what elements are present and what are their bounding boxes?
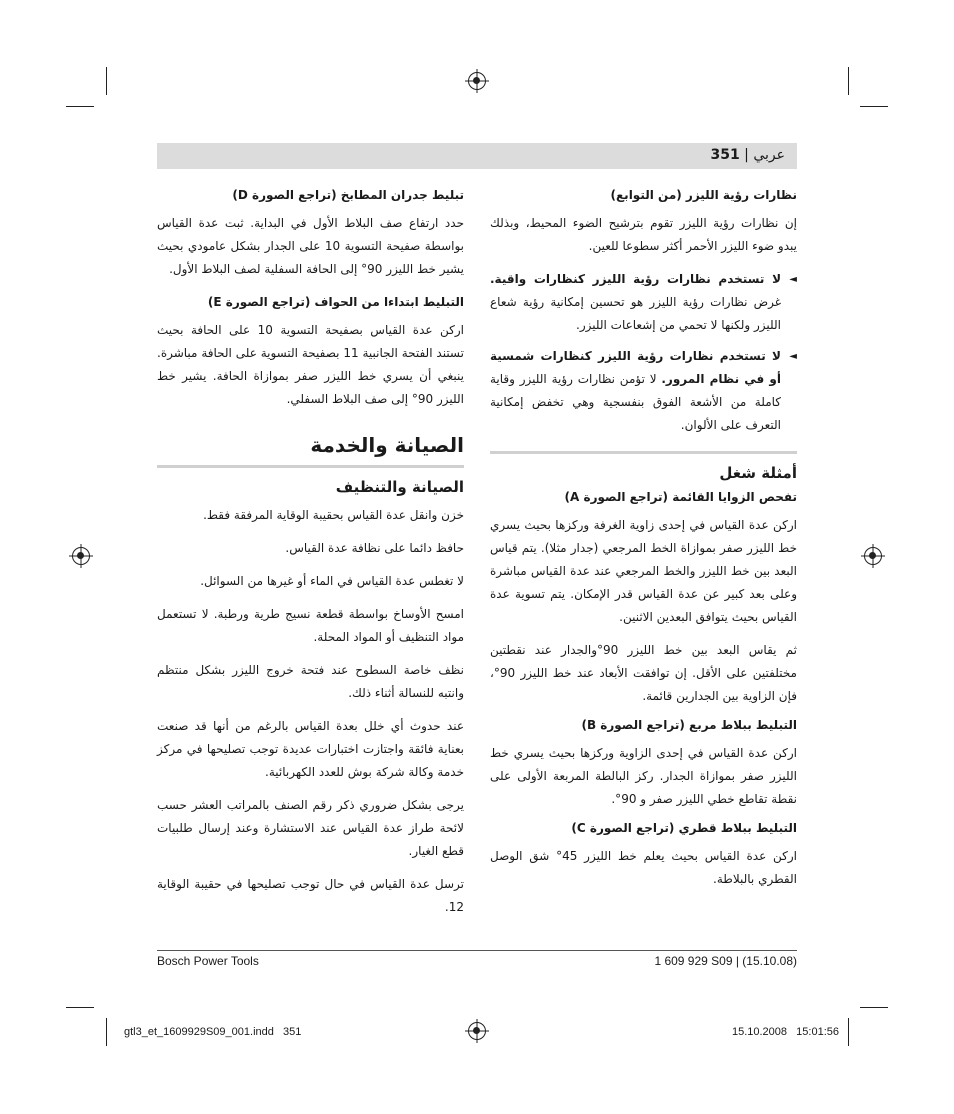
crop-mark xyxy=(106,1018,107,1046)
cleaning-text: نظف خاصة السطوح عند فتحة خروج الليزر بشكل منتظم وانتبه للنسالة أثناء ذلك. xyxy=(157,663,464,700)
cleaning-text: لا تغطس عدة القياس في الماء أو غيرها من السوائل. xyxy=(200,574,464,588)
bullet-bold: لا تستخدم نظارات رؤية الليزر كنظارات شمسية أو في نظام المرور. xyxy=(490,349,781,386)
section-divider xyxy=(490,451,797,454)
section-e-heading: التبليط ابتداءا من الحواف (تراجع الصورة E) xyxy=(207,295,464,309)
header-text xyxy=(710,147,785,163)
bullet-text: غرض نظارات رؤية الليزر هو تحسين إمكانية رؤية شعاع الليزر ولكنها لا تحمي من إشعاعات الليزر. xyxy=(490,295,781,332)
examples-heading: أمثلة شغل xyxy=(719,464,797,482)
bullet-bold: لا تستخدم نظارات رؤية الليزر كنظارات واقية. xyxy=(490,272,781,286)
cleaning-text: امسح الأوساخ بواسطة قطعة نسيج طرية ورطبة. لا تستعمل مواد التنظيف أو المواد المحلة. xyxy=(157,607,464,644)
registration-mark-icon xyxy=(468,1022,486,1040)
header-language: عربي xyxy=(753,147,785,163)
slug-datetime: 15.10.2008 15:01:56 xyxy=(731,1026,839,1038)
section-c-heading: التبليط ببلاط قطري (تراجع الصورة C) xyxy=(571,821,797,835)
bullet-item xyxy=(490,345,797,437)
section-e-text: اركن عدة القياس بصفيحة التسوية 10 على الحافة بحيث تستند الفتحة الجانبية 11 بصفيحة التسوية على الحافة مباشرة. ينبغي أن يسري خط الليزر صفر بموازاة الحافة. يشير خط الليزر 90° إلى صف البلاط السفلي. xyxy=(157,323,464,406)
section-c-text: اركن عدة القياس بحيث يعلم خط الليزر 45° شق الوصل القطري بالبلاطة. xyxy=(490,849,797,886)
crop-mark xyxy=(106,67,107,95)
bullet-arrow-icon: ◄ xyxy=(789,274,797,285)
section-b-heading: التبليط ببلاط مربع (تراجع الصورة B) xyxy=(581,718,797,732)
footer-doc-number: 1 609 929 S09 | (15.10.08) xyxy=(654,954,797,968)
crop-mark xyxy=(848,67,849,95)
crop-mark xyxy=(66,106,94,107)
section-a-text: اركن عدة القياس في إحدى زاوية الغرفة وركزها بحيث يسري خط الليزر صفر بموازاة الخط المرجعي (جدار مثلا). يتم قياس البعد بين خط الليزر والخط المرجعي عند عدة القياس مباشرة وعلى بعد كبير عن عدة القياس قدر الإمكان. يتم تسوية عدة القياس بحيث يتوافق البعدين الاثنين. xyxy=(490,518,797,624)
cleaning-heading: الصيانة والتنظيف xyxy=(335,478,464,496)
crop-mark xyxy=(66,1007,94,1008)
section-a-heading: تفحص الزوايا القائمة (تراجع الصورة A) xyxy=(564,490,797,504)
bullet-arrow-icon: ◄ xyxy=(789,351,797,362)
slug-filename: gtl3_et_1609929S09_001.indd 351 xyxy=(124,1026,302,1038)
page-header xyxy=(157,143,797,169)
cleaning-text: عند حدوث أي خلل بعدة القياس بالرغم من أنها قد صنعت بعناية فائقة واجتازت اختبارات عديدة توجب تصليحها في مركز خدمة وكالة شركة بوش للعدد الكهربائية. xyxy=(157,719,464,779)
goggles-heading: نظارات رؤية الليزر (من التوابع) xyxy=(610,188,797,202)
section-d-text: حدد ارتفاع صف البلاط الأول في البداية. ثبت عدة القياس بواسطة صفيحة التسوية 10 على الجدار بشكل عامودي بحيث يشير خط الليزر 90° إلى الحافة السفلية لصف البلاط الأول. xyxy=(157,216,464,276)
header-separator: | xyxy=(739,147,749,163)
crop-mark xyxy=(860,1007,888,1008)
maintenance-title: الصيانة والخدمة xyxy=(310,433,464,457)
registration-mark-icon xyxy=(468,72,486,90)
cleaning-text: يرجى بشكل ضروري ذكر رقم الصنف بالمراتب العشر حسب لائحة طراز عدة القياس عند الاستشارة وعند إرسال طلبيات قطع الغيار. xyxy=(157,798,464,858)
section-b-text: اركن عدة القياس في إحدى الزاوية وركزها بحيث يسري خط الليزر صفر بموازاة الجدار. ركز البالطة المربعة الأولى على نقطة تقاطع خطي الليزر صفر و 90°. xyxy=(490,746,797,806)
cleaning-text: خزن وانقل عدة القياس بحقيبة الوقاية المرفقة فقط. xyxy=(203,508,464,522)
section-d-heading: تبليط جدران المطابخ (تراجع الصورة D) xyxy=(232,188,464,202)
bullet-text: لا تؤمن نظارات رؤية الليزر وقاية كاملة من الأشعة الفوق بنفسجية وهي تخفض إمكانية التعرف على الألوان. xyxy=(490,372,781,432)
bullet-item xyxy=(490,268,797,337)
page-number: 351 xyxy=(710,147,740,163)
footer-rule xyxy=(157,950,797,951)
left-column xyxy=(157,188,464,929)
goggles-text: إن نظارات رؤية الليزر تقوم بترشيح الضوء المحيط، وبذلك يبدو ضوء الليزر الأحمر أكثر سطوعا للعين. xyxy=(490,216,797,253)
crop-mark xyxy=(848,1018,849,1046)
section-a-text-2: ثم يقاس البعد بين خط الليزر 90°والجدار عند نقطتين مختلفتين على الأقل. إن توافقت الأبعاد عند خط الليزر 90°، فإن الزاوية بين الجدارين قائمة. xyxy=(490,643,797,703)
right-column xyxy=(490,188,797,901)
section-divider xyxy=(157,465,464,468)
footer-brand: Bosch Power Tools xyxy=(157,954,259,968)
registration-mark-icon xyxy=(864,547,882,565)
crop-mark xyxy=(860,106,888,107)
cleaning-text: ترسل عدة القياس في حال توجب تصليحها في حقيبة الوقاية 12. xyxy=(157,877,464,914)
registration-mark-icon xyxy=(72,547,90,565)
cleaning-text: حافظ دائما على نظافة عدة القياس. xyxy=(285,541,464,555)
